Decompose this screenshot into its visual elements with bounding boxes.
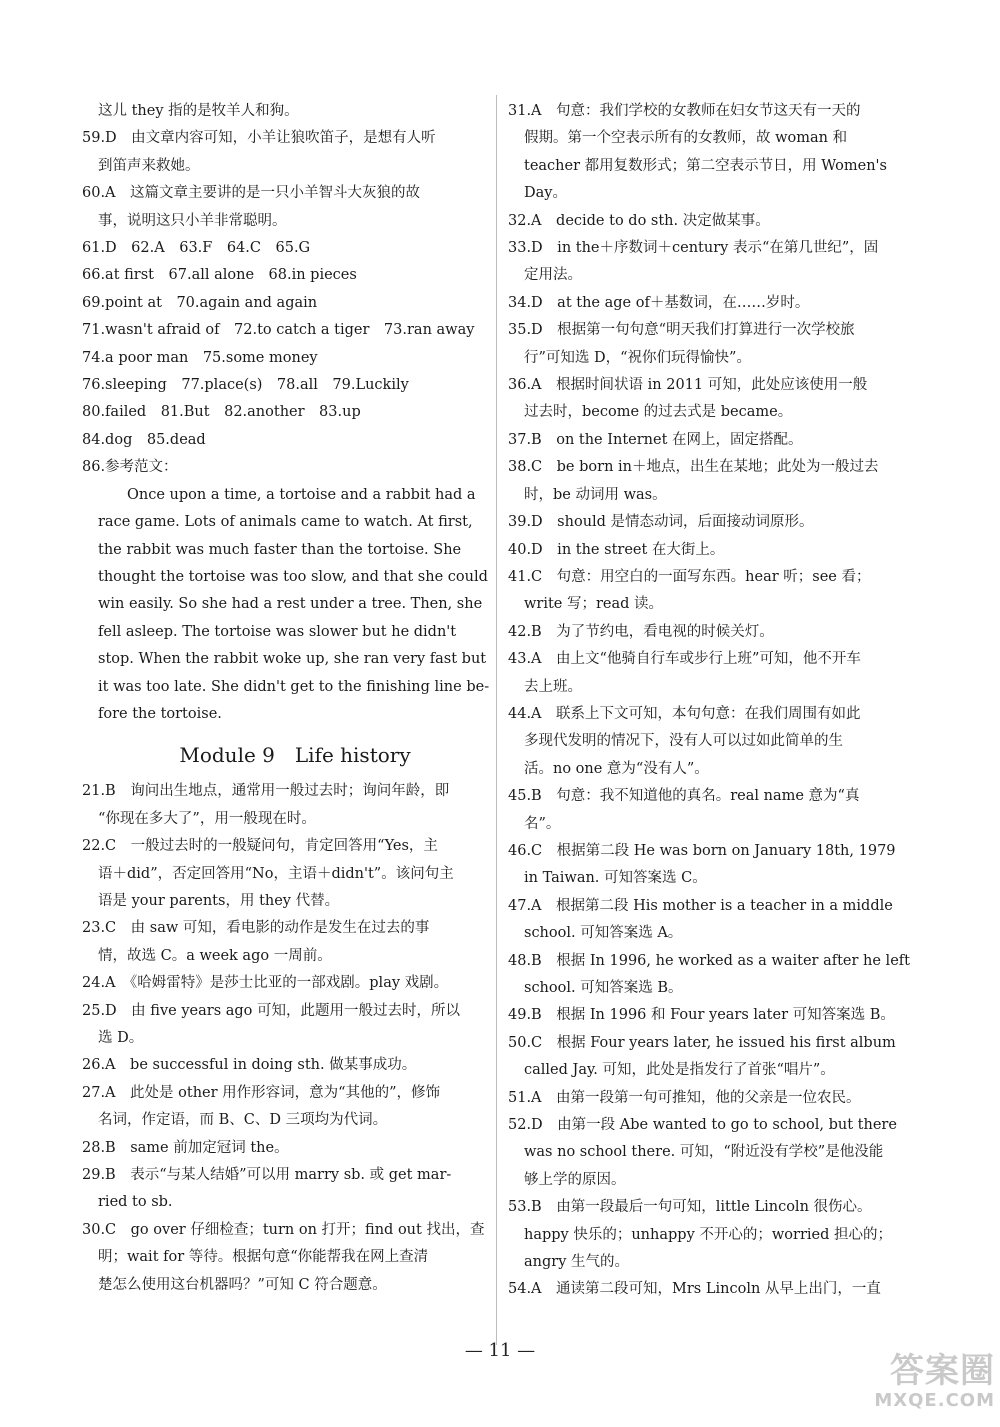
text-line: 47.A 根据第二段 His mother is a teacher in a middle <box>508 897 893 914</box>
text-line: 22.C 一般过去时的一般疑问句，肯定回答用“Yes，主 <box>82 838 438 855</box>
text-line: 42.B 为了节约电，看电视的时候关灯。 <box>508 623 774 640</box>
text-line: 61.D 62.A 63.F 64.C 65.G <box>82 240 311 257</box>
watermark <box>865 1352 995 1422</box>
module-title: Module 9 Life history <box>179 743 411 768</box>
text-line: 31.A 句意：我们学校的女教师在妇女节这天有一天的 <box>508 103 861 119</box>
text-line: called Jay. 可知，此处是指发行了首张“唱片”。 <box>524 1062 835 1079</box>
text-line: 35.D 根据第一句句意“明天我们打算进行一次学校旅 <box>508 322 855 339</box>
text-line: 过去时，become 的过去式是 became。 <box>524 404 793 421</box>
text-line: 60.A 这篇文章主要讲的是一只小羊智斗大灰狼的故 <box>82 185 421 202</box>
left-column <box>82 98 492 1299</box>
text-line: 去上班。 <box>524 678 582 695</box>
watermark-url: MXQE.COM <box>874 1390 995 1411</box>
text-line: 80.failed 81.But 82.another 83.up <box>82 404 361 421</box>
text-line: 21.B 询问出生地点，通常用一般过去时；询问年龄，即 <box>82 783 450 800</box>
text-line: 活。no one 意为“没有人”。 <box>524 760 709 777</box>
right-column <box>508 98 922 1304</box>
text-line: 37.B on the Internet 在网上，固定搭配。 <box>508 431 803 448</box>
text-line: 48.B 根据 In 1996, he worked as a waiter after he left <box>508 952 910 969</box>
text-line: 36.A 根据时间状语 in 2011 可知，此处应该使用一般 <box>508 377 868 394</box>
text-line: 74.a poor man 75.some money <box>82 349 318 366</box>
text-line: 51.A 由第一段第一句可推知，他的父亲是一位农民。 <box>508 1089 861 1106</box>
text-line: 名词，作定语，而 B、C、D 三项均为代词。 <box>98 1112 388 1129</box>
text-line: 时，be 动词用 was。 <box>524 486 667 503</box>
watermark-logo: 答案圈 <box>890 1351 995 1391</box>
text-line: 23.C 由 saw 可知，看电影的动作是发生在过去的事 <box>82 920 430 937</box>
text-line: was no school there. 可知，“附近没有学校”是他没能 <box>524 1144 884 1161</box>
text-line: 86.参考范文： <box>82 459 178 476</box>
text-line: 41.C 句意：用空白的一面写东西。hear 听；see 看； <box>508 568 871 585</box>
text-line: 定用法。 <box>524 267 582 284</box>
essay-line: fell asleep. The tortoise was slower but he didn't <box>98 623 457 640</box>
text-line: 到笛声来救她。 <box>98 157 200 174</box>
text-line: happy 快乐的；unhappy 不开心的；worried 担心的； <box>524 1226 892 1243</box>
answer-list-right <box>508 98 922 1304</box>
text-line: 明；wait for 等待。根据句意“你能帮我在网上查清 <box>98 1249 429 1266</box>
text-line: 52.D 由第一段 Abe wanted to go to school, but there <box>508 1117 897 1134</box>
text-line: 40.D in the street 在大街上。 <box>508 541 725 558</box>
sample-essay <box>82 482 492 729</box>
essay-line: win easily. So she had a rest under a tree. Then, she <box>98 596 483 613</box>
text-line: 71.wasn't afraid of 72.to catch a tiger 73.ran away <box>82 322 475 339</box>
text-line: 38.C be born in＋地点，出生在某地；此处为一般过去 <box>508 459 879 476</box>
essay-line: stop. When the rabbit woke up, she ran very fast but <box>98 651 487 668</box>
text-line: 够上学的原因。 <box>524 1171 626 1188</box>
text-line: 28.B same 前加定冠词 the。 <box>82 1139 289 1156</box>
text-line: teacher 都用复数形式；第二空表示节日，用 Women's <box>524 157 887 174</box>
text-line: 32.A decide to do sth. 决定做某事。 <box>508 212 770 229</box>
essay-line: thought the tortoise was too slow, and that she could <box>98 568 488 585</box>
text-line: 24.A 《哈姆雷特》是莎士比亚的一部戏剧。play 戏剧。 <box>82 975 449 992</box>
text-line: 27.A 此处是 other 用作形容词，意为“其他的”，修饰 <box>82 1084 440 1101</box>
text-line: 76.sleeping 77.place(s) 78.all 79.Luckily <box>82 377 409 394</box>
text-line: school. 可知答案选 A。 <box>524 925 683 942</box>
text-line: 语＋did”，否定回答用“No，主语＋didn't”。该问句主 <box>98 865 454 882</box>
text-line: 名”。 <box>524 815 561 832</box>
text-line: 26.A be successful in doing sth. 做某事成功。 <box>82 1057 417 1074</box>
text-line: school. 可知答案选 B。 <box>524 980 683 996</box>
text-line: 这儿 they 指的是牧羊人和狗。 <box>98 103 299 119</box>
text-line: 69.point at 70.again and again <box>82 294 318 311</box>
answer-list-before-module <box>82 98 492 482</box>
answer-list-module-9 <box>82 778 492 1299</box>
essay-line: race game. Lots of animals came to watch. At first, <box>98 514 473 531</box>
text-line: “你现在多大了”，用一般现在时。 <box>98 810 316 827</box>
text-line: in Taiwan. 可知答案选 C。 <box>524 870 707 887</box>
text-line: 30.C go over 仔细检查；turn on 打开；find out 找出，查 <box>82 1221 485 1238</box>
essay-line: fore the tortoise. <box>98 705 222 722</box>
text-line: angry 生气的。 <box>524 1254 629 1271</box>
text-line: 54.A 通读第二段可知，Mrs Lincoln 从早上出门，一直 <box>508 1281 881 1298</box>
text-line: 假期。第一个空表示所有的女教师，故 woman 和 <box>524 130 848 147</box>
text-line: 25.D 由 five years ago 可知，此题用一般过去时，所以 <box>82 1002 461 1019</box>
text-line: Day。 <box>524 185 567 202</box>
text-line: 33.D in the＋序数词＋century 表示“在第几世纪”，固 <box>508 240 879 257</box>
text-line: 66.at first 67.all alone 68.in pieces <box>82 267 357 284</box>
text-line: 53.B 由第一段最后一句可知，little Lincoln 很伤心。 <box>508 1199 872 1216</box>
text-line: 46.C 根据第二段 He was born on January 18th, 1979 <box>508 842 896 859</box>
text-line: ried to sb. <box>98 1194 173 1211</box>
text-line: 59.D 由文章内容可知，小羊让狼吹笛子，是想有人听 <box>82 130 436 147</box>
essay-line: Once upon a time, a tortoise and a rabbit had a <box>98 486 476 503</box>
text-line: 29.B 表示“与某人结婚”可以用 marry sb. 或 get mar- <box>82 1167 452 1184</box>
text-line: 39.D should 是情态动词，后面接动词原形。 <box>508 514 814 531</box>
text-line: 44.A 联系上下文可知，本句句意：在我们周围有如此 <box>508 705 861 722</box>
page-number: — 11 — <box>464 1340 536 1361</box>
text-line: 事，说明这只小羊非常聪明。 <box>98 212 287 229</box>
text-line: 45.B 句意：我不知道他的真名。real name 意为“真 <box>508 788 860 805</box>
text-line: 多现代发明的情况下，没有人可以过如此简单的生 <box>524 733 843 750</box>
text-line: 行”可知选 D，“祝你们玩得愉快”。 <box>524 349 751 366</box>
text-line: 49.B 根据 In 1996 和 Four years later 可知答案选 B。 <box>508 1007 895 1024</box>
essay-line: the rabbit was much faster than the tortoise. She <box>98 541 462 558</box>
text-line: 43.A 由上文“他骑自行车或步行上班”可知，他不开车 <box>508 651 861 668</box>
text-line: 语是 your parents，用 they 代替。 <box>98 892 340 909</box>
text-line: 84.dog 85.dead <box>82 431 206 448</box>
essay-line: it was too late. She didn't get to the finishing line be- <box>98 678 490 695</box>
text-line: write 写；read 读。 <box>524 596 664 613</box>
column-divider <box>496 95 497 1345</box>
text-line: 选 D。 <box>98 1030 144 1046</box>
text-line: 34.D at the age of＋基数词，在……岁时。 <box>508 294 810 311</box>
text-line: 楚怎么使用这台机器吗？”可知 C 符合题意。 <box>98 1276 387 1293</box>
text-line: 50.C 根据 Four years later, he issued his first album <box>508 1034 896 1051</box>
text-line: 情，故选 C。a week ago 一周前。 <box>98 947 332 964</box>
